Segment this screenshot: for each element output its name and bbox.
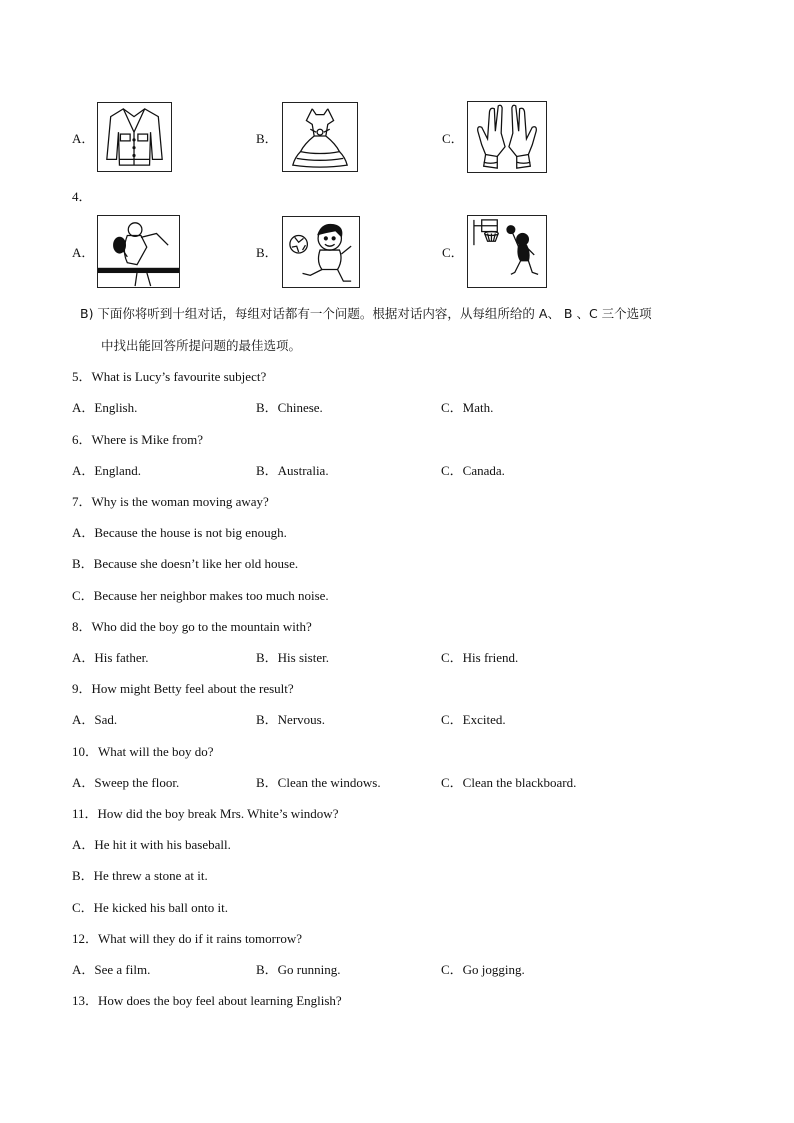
question-13: 13．How does the boy feel about learning English? (72, 993, 342, 1008)
q4-number: 4． (72, 189, 92, 204)
q4-option-a-label: A． (72, 245, 95, 260)
section-b-instruction-line2: 中找出能回答所提问题的最佳选项。 (101, 338, 302, 353)
dress-icon (282, 102, 358, 172)
section-b-instruction-line1: B) 下面你将听到十组对话，每组对话都有一个问题。根据对话内容，从每组所给的 A、 B 、C 三个选项 (80, 306, 652, 321)
q5-option-b: B．Chinese. (256, 400, 323, 415)
q11-option-a: A．He hit it with his baseball. (72, 837, 231, 852)
q11-option-b: B．He threw a stone at it. (72, 868, 208, 883)
question-5: 5．What is Lucy’s favourite subject? (72, 369, 267, 384)
q12-option-c: C．Go jogging. (441, 962, 525, 977)
q10-option-c: C．Clean the blackboard. (441, 775, 577, 790)
q4-option-b-label: B． (256, 245, 278, 260)
q8-option-a: A．His father. (72, 650, 149, 665)
table-tennis-icon (97, 215, 180, 288)
q6-option-b: B．Australia. (256, 463, 329, 478)
question-12: 12．What will they do if it rains tomorrow? (72, 931, 302, 946)
q4-option-c-label: C． (442, 245, 464, 260)
q10-option-b: B．Clean the windows. (256, 775, 381, 790)
q7-option-a: A．Because the house is not big enough. (72, 525, 287, 540)
question-7: 7．Why is the woman moving away? (72, 494, 269, 509)
question-6: 6．Where is Mike from? (72, 432, 204, 447)
q7-option-c: C．Because her neighbor makes too much noise. (72, 588, 329, 603)
question-11: 11．How did the boy break Mrs. White’s window? (72, 806, 339, 821)
q5-option-c: C．Math. (441, 400, 494, 415)
jacket-icon (97, 102, 172, 172)
question-8: 8．Who did the boy go to the mountain with? (72, 619, 312, 634)
q6-option-c: C．Canada. (441, 463, 505, 478)
basketball-icon (467, 215, 547, 288)
q6-option-a: A．England. (72, 463, 141, 478)
q3-option-c-label: C． (442, 131, 464, 146)
q8-option-b: B．His sister. (256, 650, 329, 665)
q10-option-a: A．Sweep the floor. (72, 775, 180, 790)
q3-option-a-label: A． (72, 131, 95, 146)
q12-option-b: B．Go running. (256, 962, 341, 977)
football-boy-icon (282, 216, 360, 288)
q9-option-b: B．Nervous. (256, 712, 325, 727)
q9-option-a: A．Sad. (72, 712, 118, 727)
q11-option-c: C．He kicked his ball onto it. (72, 900, 228, 915)
q3-option-b-label: B． (256, 131, 278, 146)
q5-option-a: A．English. (72, 400, 138, 415)
q12-option-a: A．See a film. (72, 962, 151, 977)
question-10: 10．What will the boy do? (72, 744, 214, 759)
question-9: 9．How might Betty feel about the result? (72, 681, 294, 696)
gloves-icon (467, 101, 547, 173)
q9-option-c: C．Excited. (441, 712, 506, 727)
q8-option-c: C．His friend. (441, 650, 519, 665)
q7-option-b: B．Because she doesn’t like her old house. (72, 556, 299, 571)
